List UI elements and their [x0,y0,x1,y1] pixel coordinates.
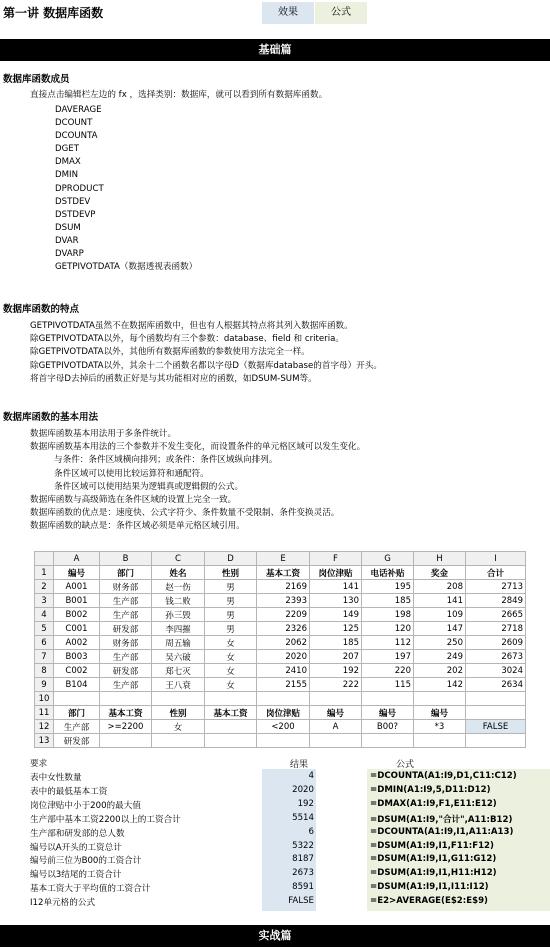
features-line: 除GETPIVOTDATA以外，每个函数均有三个参数：database、field 和 criteria。 [30,334,344,345]
function-item: DPRODUCT [55,183,104,194]
tab-result[interactable]: 效果 [262,2,314,24]
formula-cell[interactable]: =DSUM(A1:I9,I1,F11:F12) [370,840,494,851]
sheet-cell[interactable]: 125 [310,622,362,636]
sheet-cell[interactable]: 185 [362,594,414,608]
sheet-cell[interactable]: 2020 [257,650,310,664]
row-number[interactable]: 13 [35,734,54,748]
sheet-cell[interactable]: 编号 [310,706,362,720]
sheet-cell[interactable]: 2410 [257,664,310,678]
sheet-cell[interactable]: 基本工资 [257,566,310,580]
select-all-corner[interactable] [35,552,54,566]
sheet-cell[interactable] [257,692,310,706]
section-members-intro: 直接点击编辑栏左边的 fx ，选择类别：数据库，就可以看到所有数据库函数。 [30,90,328,100]
sheet-row [35,622,526,636]
sheet-cell[interactable]: 2326 [257,622,310,636]
result-cell[interactable]: 5322 [292,840,314,851]
section-features-heading: 数据库函数的特点 [3,304,80,315]
formula-cell[interactable]: =E2>AVERAGE(E$2:E$9) [370,896,488,907]
formula-cell[interactable]: =DCOUNTA(A1:I9,I1,A11:A13) [370,826,514,837]
requirement-text: 生产部和研发部的总人数 [30,828,125,839]
sheet-cell[interactable]: 2713 [466,580,526,594]
sheet-cell[interactable] [362,734,414,748]
result-header: 结果 [290,760,309,770]
row-number[interactable]: 3 [35,594,54,608]
sheet-cell[interactable]: *3 [414,720,466,734]
sheet-cell[interactable] [205,734,257,748]
sheet-cell[interactable]: 249 [414,650,466,664]
requirement-text: 表中的最低基本工资 [30,786,108,797]
function-item: DMIN [55,170,78,181]
features-line: GETPIVOTDATA虽然不在数据库函数中，但也有人根据其特点将其列入数据库函数。 [30,321,353,331]
requirement-text: 生产部中基本工资2200以上的工资合计 [30,814,181,825]
sheet-cell[interactable]: 女 [205,650,257,664]
sheet-cell[interactable]: 女 [205,664,257,678]
sheet-cell[interactable] [205,720,257,734]
result-cell[interactable]: 5514 [292,812,314,823]
result-cell[interactable]: FALSE [288,896,314,907]
sheet-cell[interactable]: 生产部 [100,678,152,692]
sheet-cell[interactable] [152,734,205,748]
sheet-cell[interactable]: 部门 [54,706,100,720]
section-usage-heading: 数据库函数的基本用法 [3,412,99,423]
column-header[interactable]: E [257,552,310,566]
sheet-cell[interactable]: 男 [205,622,257,636]
sheet-cell[interactable]: 生产部 [54,720,100,734]
sheet-cell[interactable]: 合计 [466,566,526,580]
sheet-cell[interactable]: 2849 [466,594,526,608]
sheet-cell[interactable]: 202 [414,664,466,678]
sheet-cell[interactable] [257,734,310,748]
sheet-cell[interactable]: 基本工资 [205,706,257,720]
sheet-cell[interactable]: 2209 [257,608,310,622]
sheet-cell[interactable]: 142 [414,678,466,692]
formula-header: 公式 [396,760,415,770]
sheet-cell[interactable]: 250 [414,636,466,650]
sheet-cell[interactable]: 郑七灭 [152,664,205,678]
sheet-cell[interactable] [466,706,526,720]
requirement-text: 基本工资大于平均值的工资合计 [30,884,151,895]
sheet-cell[interactable]: 192 [310,664,362,678]
column-header[interactable]: H [414,552,466,566]
sheet-row [35,580,526,594]
function-item: DMAX [55,157,81,168]
sheet-cell[interactable] [152,692,205,706]
sheet-cell[interactable] [466,692,526,706]
row-number[interactable]: 10 [35,692,54,706]
formula-cell[interactable]: =DMIN(A1:I9,5,D11:D12) [370,784,491,795]
sheet-cell[interactable]: 编号 [362,706,414,720]
sheet-cell[interactable]: B003 [54,650,100,664]
banner-practice: 实战篇 [0,925,550,947]
requirement-text: I12单元格的公式 [30,898,96,909]
sheet-cell[interactable]: <200 [257,720,310,734]
requirement-text: 编号以A开头的工资总计 [30,842,122,853]
function-item: DSUM [55,222,81,233]
tab-formula[interactable]: 公式 [315,2,367,24]
usage-line: 与条件：条件区域横向排列；或条件：条件区域纵向排列。 [54,455,278,466]
requirement-text: 编号以3结尾的工资合计 [30,870,122,881]
sheet-cell[interactable]: 2609 [466,636,526,650]
sheet-cell[interactable]: 电话补贴 [362,566,414,580]
sheet-cell[interactable]: 220 [362,664,414,678]
sheet-cell[interactable]: 赵一伤 [152,580,205,594]
section-usage-body [30,428,365,534]
features-line: 除GETPIVOTDATA以外，其余十二个函数名都以字母D（数据库database的首字母）开头。 [30,360,383,371]
sheet-cell[interactable]: 奖金 [414,566,466,580]
sheet-cell[interactable]: 王八衰 [152,678,205,692]
usage-line: 条件区域可以使用比较运算符和通配符。 [54,468,209,479]
sheet-cell[interactable] [205,692,257,706]
column-header[interactable]: G [362,552,414,566]
sheet-cell[interactable]: C002 [54,664,100,678]
usage-line: 数据库函数与高级筛选在条件区域的设置上完全一致。 [30,495,237,506]
column-header[interactable]: A [54,552,100,566]
sheet-row [35,664,526,678]
sheet-row [35,566,526,580]
sheet-cell[interactable]: B002 [54,608,100,622]
sheet-cell[interactable] [362,692,414,706]
function-item: DCOUNTA [55,131,98,142]
usage-line: 条件区域可以使用结果为逻辑真或逻辑假的公式。 [54,481,244,492]
sheet-cell[interactable]: 生产部 [100,608,152,622]
sheet-cell[interactable]: 研发部 [100,622,152,636]
function-item: DVARP [55,249,84,260]
sheet-cell[interactable]: 研发部 [54,734,100,748]
sheet-cell[interactable]: 120 [362,622,414,636]
row-number[interactable]: 4 [35,608,54,622]
column-header[interactable]: C [152,552,205,566]
sheet-cell[interactable]: 财务部 [100,580,152,594]
column-header[interactable]: B [100,552,152,566]
sheet-cell[interactable]: 141 [414,594,466,608]
sheet-cell[interactable]: 2665 [466,608,526,622]
usage-line: 数据库函数基本用法用于多条件统计。 [30,429,177,439]
sheet-cell[interactable] [100,692,152,706]
column-header-row [35,552,526,566]
sheet-cell[interactable]: 女 [205,636,257,650]
sheet-cell[interactable]: 女 [205,678,257,692]
sheet-row [35,692,526,706]
requirement-text: 岗位津贴中小于200的最大值 [30,800,141,811]
requirement-text: 编号前三位为B00的工资合计 [30,856,142,867]
sheet-cell[interactable]: 2155 [257,678,310,692]
function-item: DCOUNT [55,118,93,129]
sheet-row [35,678,526,692]
sheet-cell[interactable]: B001 [54,594,100,608]
sheet-cell[interactable]: 2718 [466,622,526,636]
row-number[interactable]: 7 [35,650,54,664]
sheet-cell[interactable]: 2062 [257,636,310,650]
requirement-text: 表中女性数量 [30,773,82,783]
sheet-row [35,720,526,734]
sheet-cell[interactable]: B00? [362,720,414,734]
formula-cell[interactable]: =DSUM(A1:I9,"合计",A11:B12) [370,814,513,825]
requirement-header: 要求 [30,759,48,769]
row-number[interactable]: 5 [35,622,54,636]
sheet-cell[interactable]: 198 [362,608,414,622]
row-number[interactable]: 6 [35,636,54,650]
column-header[interactable]: F [310,552,362,566]
sheet-cell[interactable]: 周五输 [152,636,205,650]
column-header[interactable]: D [205,552,257,566]
result-cell[interactable]: 192 [297,798,314,809]
sheet-cell[interactable]: 生产部 [100,594,152,608]
sheet-cell[interactable]: 部门 [100,566,152,580]
sheet-cell[interactable] [54,692,100,706]
sheet-cell[interactable]: 195 [362,580,414,594]
sheet-cell[interactable]: 男 [205,594,257,608]
sheet-cell[interactable]: 2673 [466,650,526,664]
sheet-cell[interactable]: 性别 [152,706,205,720]
sample-sheet [34,551,526,748]
sheet-row [35,706,526,720]
sheet-cell[interactable]: 185 [310,636,362,650]
sheet-row [35,594,526,608]
sheet-cell[interactable]: 编号 [54,566,100,580]
result-cell[interactable]: 4 [308,771,314,781]
sheet-cell[interactable]: 研发部 [100,664,152,678]
sheet-cell[interactable]: 141 [310,580,362,594]
formula-cell[interactable]: =DSUM(A1:I9,I1,H11:H12) [370,868,497,879]
sheet-cell[interactable]: 3024 [466,664,526,678]
function-item: GETPIVOTDATA（数据透视表函数） [55,262,198,273]
sheet-cell[interactable]: 财务部 [100,636,152,650]
sheet-cell[interactable]: 基本工资 [100,706,152,720]
sheet-cell[interactable]: 147 [414,622,466,636]
function-item: DVAR [55,235,79,246]
sheet-cell[interactable]: 222 [310,678,362,692]
sheet-cell[interactable]: A [310,720,362,734]
banner-basic: 基础篇 [0,39,550,61]
sheet-cell[interactable]: 2169 [257,580,310,594]
sheet-cell[interactable]: 李四摧 [152,622,205,636]
usage-line: 数据库函数基本用法的三个参数并不发生变化，而设置条件的单元格区域可以发生变化。 [30,442,366,453]
sheet-cell[interactable]: 197 [362,650,414,664]
column-header[interactable]: I [466,552,526,566]
sheet-cell[interactable] [100,734,152,748]
row-number[interactable]: 8 [35,664,54,678]
function-item: DAVERAGE [55,105,102,115]
sheet-cell[interactable]: 编号 [414,706,466,720]
sheet-cell[interactable]: 208 [414,580,466,594]
sheet-cell[interactable]: 吴六破 [152,650,205,664]
sheet-cell[interactable]: 207 [310,650,362,664]
result-cell[interactable]: 6 [308,826,314,837]
sheet-row [35,636,526,650]
sheet-cell[interactable] [466,734,526,748]
function-item: DSTDEV [55,196,91,207]
sheet-cell[interactable]: >=2200 [100,720,152,734]
row-number[interactable]: 9 [35,678,54,692]
result-cell[interactable]: 2020 [292,784,314,795]
sheet-cell[interactable]: 生产部 [100,650,152,664]
sheet-cell[interactable] [414,692,466,706]
section-members-heading: 数据库函数成员 [3,74,70,85]
sheet-cell[interactable] [310,692,362,706]
sheet-cell[interactable]: 岗位津贴 [310,566,362,580]
function-item: DGET [55,144,79,155]
sheet-cell[interactable]: 2634 [466,678,526,692]
row-number[interactable]: 11 [35,706,54,720]
sheet-cell[interactable]: C001 [54,622,100,636]
sheet-cell[interactable]: A001 [54,580,100,594]
sheet-cell[interactable]: 男 [205,608,257,622]
row-number[interactable]: 2 [35,580,54,594]
sheet-cell[interactable] [414,734,466,748]
sheet-cell[interactable]: 149 [310,608,362,622]
sheet-cell[interactable]: A002 [54,636,100,650]
result-cell[interactable]: 8591 [292,882,314,893]
formula-cell[interactable]: =DCOUNTA(A1:I9,D1,C11:C12) [370,771,517,781]
page-title: 第一讲 数据库函数 [3,6,104,20]
sheet-cell[interactable]: 钱二败 [152,594,205,608]
row-number[interactable]: 12 [35,720,54,734]
formula-cell[interactable]: =DMAX(A1:I9,F1,E11:E12) [370,798,497,809]
sheet-cell[interactable]: 岗位津贴 [257,706,310,720]
sheet-cell[interactable]: FALSE [466,720,526,734]
result-cell[interactable]: 2673 [292,868,314,879]
sheet-row [35,608,526,622]
sheet-cell[interactable]: 112 [362,636,414,650]
sheet-cell[interactable]: 2393 [257,594,310,608]
sheet-cell[interactable] [310,734,362,748]
sheet-cell[interactable]: 姓名 [152,566,205,580]
function-list [55,104,197,274]
function-item: DSTDEVP [55,209,96,220]
formula-cell[interactable]: =DSUM(A1:I9,I1,I11:I12) [370,882,489,893]
features-line: 除GETPIVOTDATA以外，其他所有数据库函数的参数使用方法完全一样。 [30,347,310,358]
formula-cell[interactable]: =DSUM(A1:I9,I1,G11:G12) [370,854,497,865]
sheet-cell[interactable]: 性别 [205,566,257,580]
sheet-cell[interactable]: 孙三毁 [152,608,205,622]
result-cell[interactable]: 8187 [292,854,314,865]
sheet-row [35,734,526,748]
sheet-cell[interactable]: 109 [414,608,466,622]
sheet-cell[interactable]: 男 [205,580,257,594]
row-number[interactable]: 1 [35,566,54,580]
features-line: 将首字母D去掉后的函数正好是与其功能相对应的函数，如DSUM-SUM等。 [30,373,317,384]
sheet-cell[interactable]: 130 [310,594,362,608]
section-features-body [30,320,382,386]
sheet-row [35,650,526,664]
sheet-cell[interactable]: B104 [54,678,100,692]
sheet-cell[interactable]: 女 [152,720,205,734]
sheet-cell[interactable]: 115 [362,678,414,692]
usage-line: 数据库函数的缺点是：条件区域必须是单元格区域引用。 [30,521,245,532]
usage-line: 数据库函数的优点是：速度快、公式字符少、条件数量不受限制、条件变换灵活。 [30,508,340,519]
